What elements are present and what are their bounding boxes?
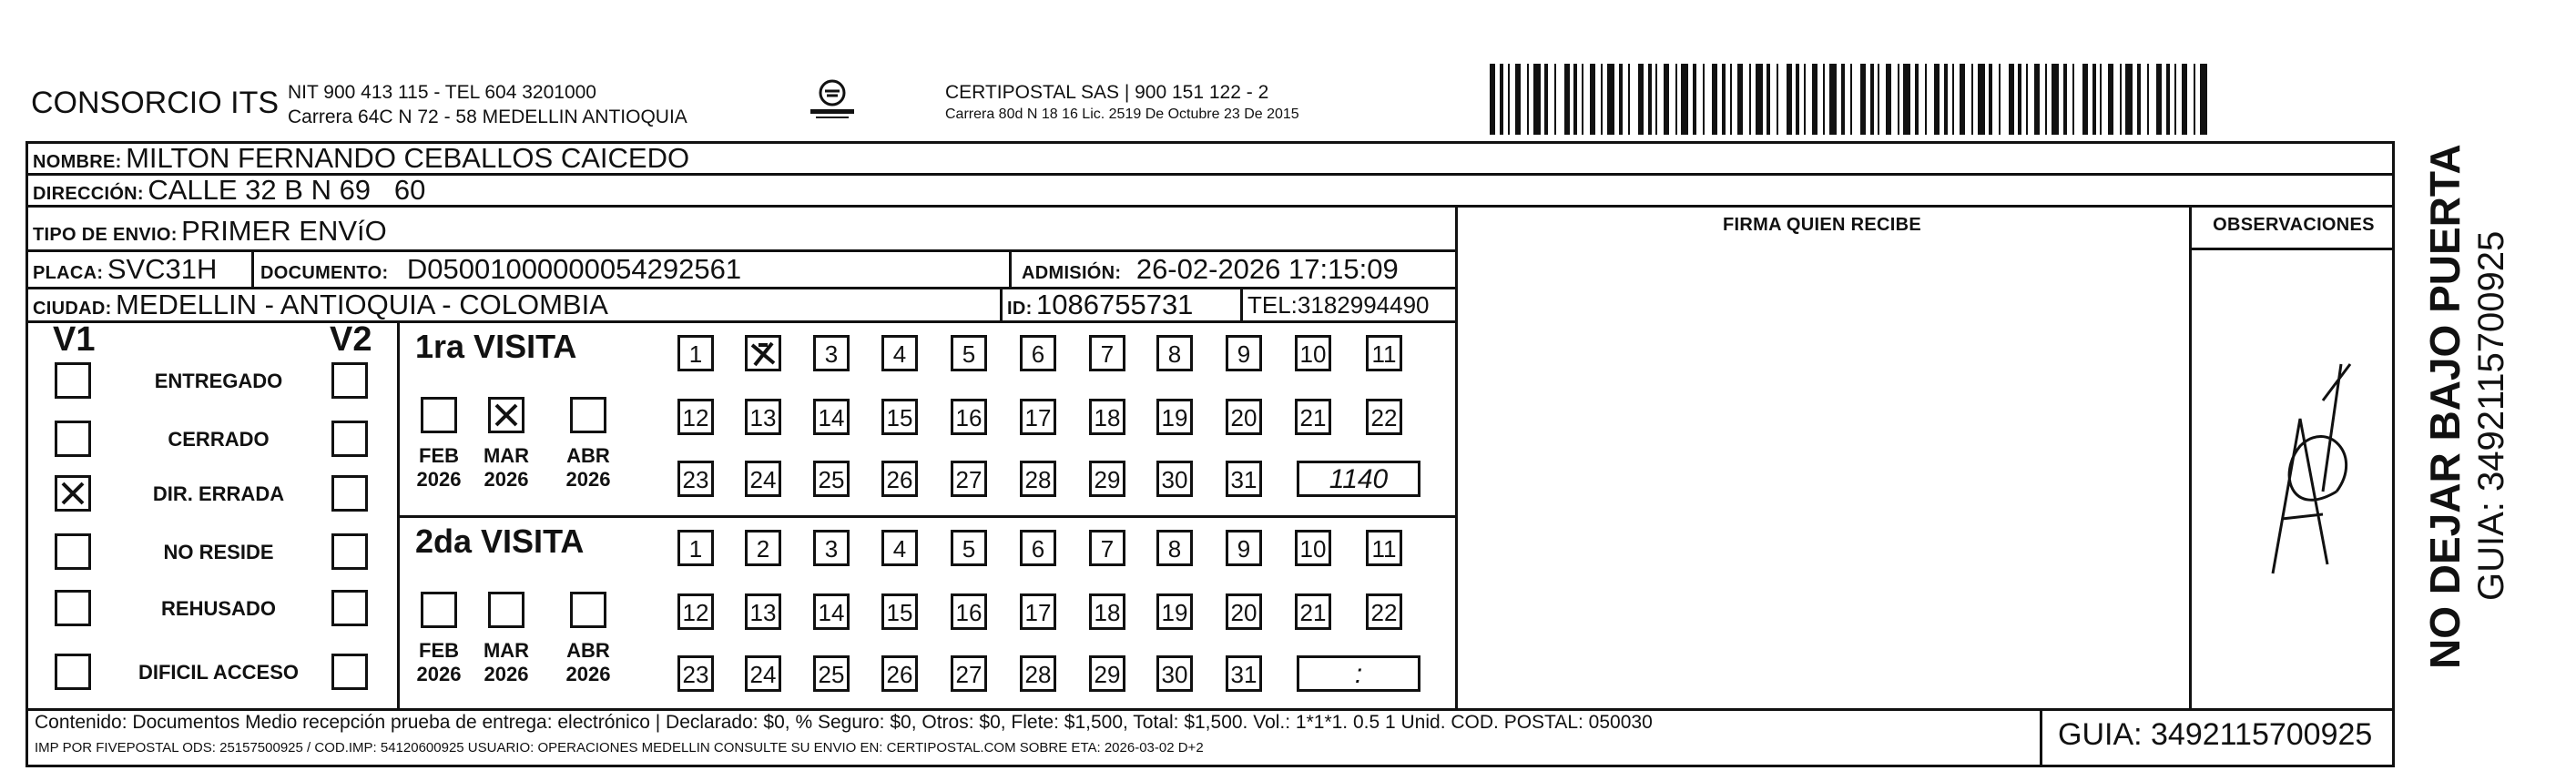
month-checkbox[interactable] [570, 592, 606, 628]
day-box[interactable]: 4 [881, 530, 918, 566]
signature-area [2191, 264, 2393, 701]
day-box[interactable]: 31 [1226, 461, 1262, 497]
documento-field [260, 253, 741, 286]
month-checkbox[interactable] [488, 397, 524, 433]
certipostal-nit: CERTIPOSTAL SAS | 900 151 122 - 2 [945, 82, 1269, 103]
status-label: REHUSADO [161, 597, 276, 620]
day-box[interactable]: 14 [813, 399, 850, 435]
v1-checkbox[interactable] [55, 533, 91, 570]
month-name: FEB [419, 639, 459, 662]
day-box[interactable]: 19 [1156, 593, 1193, 630]
rule [1000, 287, 1003, 320]
direccion-label: DIRECCIÓN: [33, 184, 144, 204]
day-box[interactable]: 31 [1226, 655, 1262, 692]
company-info [288, 80, 687, 129]
company-nit: NIT 900 413 115 - TEL 604 3201000 [288, 82, 596, 103]
footer-print-info: IMP POR FIVEPOSTAL ODS: 25157500925 / COD.IMP: 54120600925 USUARIO: OPERACIONES MEDELLIN CONSULTE SU ENVIO EN: CERTIPOSTAL.COM SOBRE ETA: 2026-03-02 D+2 [35, 740, 1204, 756]
day-box[interactable]: 8 [1156, 335, 1193, 371]
day-box[interactable]: 4 [881, 335, 918, 371]
id-value: 1086755731 [1036, 289, 1194, 320]
month-checkbox[interactable] [570, 397, 606, 433]
rule [2189, 248, 2395, 250]
day-box[interactable]: 29 [1089, 461, 1125, 497]
v1-checkbox[interactable] [55, 421, 91, 457]
day-box[interactable]: 16 [951, 593, 987, 630]
day-box[interactable]: 22 [1366, 399, 1402, 435]
certipostal-license: Carrera 80d N 18 16 Lic. 2519 De Octubre 23 De 2015 [945, 106, 1299, 122]
day-box[interactable]: 3 [813, 335, 850, 371]
v2-checkbox[interactable] [331, 654, 368, 690]
status-label: ENTREGADO [154, 370, 283, 392]
day-box[interactable]: 10 [1295, 530, 1331, 566]
day-box[interactable]: 26 [881, 655, 918, 692]
month-name: FEB [419, 444, 459, 467]
day-box[interactable]: 9 [1226, 530, 1262, 566]
placa-field [33, 253, 217, 286]
tel-value: TEL:3182994490 [1247, 291, 1430, 319]
status-label: NO RESIDE [163, 541, 274, 563]
admision-label: ADMISIÓN: [1022, 263, 1122, 283]
nombre-label: NOMBRE: [33, 152, 122, 172]
certipostal-logo [807, 76, 858, 124]
month-year: 2026 [484, 468, 529, 491]
footer-contents: Contenido: Documentos Medio recepción prueba de entrega: electrónico | Declarado: $0, % Seguro: $0, Otros: $0, Flete: $1,500, Total: $1,500. Vol.: 1*1*1. 0.5 1 Unid. COD. POSTAL: 050030 [35, 712, 1653, 733]
ciudad-label: CIUDAD: [33, 299, 112, 319]
day-box[interactable]: 30 [1156, 461, 1193, 497]
rule [251, 249, 254, 287]
day-box[interactable]: 7 [1089, 530, 1125, 566]
placa-value: SVC31H [107, 253, 218, 285]
day-box[interactable]: 20 [1226, 399, 1262, 435]
day-box[interactable]: 30 [1156, 655, 1193, 692]
v2-checkbox[interactable] [331, 362, 368, 399]
nombre-value: MILTON FERNANDO CEBALLOS CAICEDO [126, 142, 690, 174]
rule [25, 141, 28, 767]
day-box[interactable]: 13 [745, 399, 781, 435]
day-box[interactable]: 8 [1156, 530, 1193, 566]
day-box[interactable]: 10 [1295, 335, 1331, 371]
v2-checkbox[interactable] [331, 533, 368, 570]
month-year: 2026 [416, 663, 462, 685]
day-box[interactable]: 22 [1366, 593, 1402, 630]
day-box[interactable]: 19 [1156, 399, 1193, 435]
day-box[interactable]: 20 [1226, 593, 1262, 630]
day-box[interactable]: 12 [677, 399, 714, 435]
documento-value: D05001000000054292561 [406, 253, 742, 285]
v1-label: V1 [53, 320, 96, 359]
status-label: DIFICIL ACCESO [137, 661, 299, 684]
nombre-field [33, 142, 689, 175]
month-year: 2026 [565, 663, 611, 685]
rule [397, 515, 1457, 518]
day-box[interactable] [745, 335, 781, 371]
month-year: 2026 [565, 468, 611, 491]
day-box[interactable]: 24 [745, 461, 781, 497]
day-box[interactable]: 13 [745, 593, 781, 630]
day-box[interactable]: 11 [1366, 530, 1402, 566]
visit-title: 1ra VISITA [415, 328, 577, 365]
rule [1009, 249, 1012, 287]
day-box[interactable]: 28 [1020, 655, 1056, 692]
month-checkbox[interactable] [421, 397, 457, 433]
month-name: MAR [483, 639, 530, 662]
day-box[interactable]: 15 [881, 593, 918, 630]
firma-label: FIRMA QUIEN RECIBE [1723, 215, 1921, 235]
month-checkbox[interactable] [421, 592, 457, 628]
day-box[interactable]: 14 [813, 593, 850, 630]
tipo-envio-field [33, 215, 387, 248]
day-box[interactable]: 26 [881, 461, 918, 497]
day-box[interactable]: 23 [677, 655, 714, 692]
tipo-envio-value: PRIMER ENVíO [181, 215, 387, 247]
day-box[interactable]: 21 [1295, 593, 1331, 630]
certipostal-info [945, 80, 1299, 125]
month-year: 2026 [484, 663, 529, 685]
status-label: DIR. ERRADA [152, 482, 285, 505]
day-box[interactable]: 25 [813, 655, 850, 692]
day-box[interactable]: 17 [1020, 593, 1056, 630]
company-address: Carrera 64C N 72 - 58 MEDELLIN ANTIOQUIA [288, 106, 687, 127]
day-box[interactable]: 6 [1020, 335, 1056, 371]
v1-checkbox[interactable] [55, 654, 91, 690]
day-box[interactable]: 1 [677, 530, 714, 566]
side-guia: GUIA: 3492115700925 [2471, 230, 2511, 601]
barcode [1490, 64, 2218, 137]
tipo-envio-label: TIPO DE ENVIO: [33, 225, 178, 245]
day-box[interactable]: 3 [813, 530, 850, 566]
day-box[interactable]: 29 [1089, 655, 1125, 692]
day-box[interactable]: 2 [745, 530, 781, 566]
v2-checkbox[interactable] [331, 475, 368, 512]
admision-field [1022, 253, 1399, 286]
footer-guia: GUIA: 3492115700925 [2058, 717, 2373, 752]
observaciones-label: OBSERVACIONES [2213, 215, 2375, 235]
day-box[interactable]: 28 [1020, 461, 1056, 497]
day-box[interactable]: 12 [677, 593, 714, 630]
day-box[interactable]: 5 [951, 530, 987, 566]
day-box[interactable]: 18 [1089, 399, 1125, 435]
day-box[interactable]: 24 [745, 655, 781, 692]
month-name: ABR [566, 639, 610, 662]
v2-label: V2 [330, 320, 372, 359]
v1-checkbox[interactable] [55, 362, 91, 399]
visit-title: 2da VISITA [415, 522, 585, 560]
rule [1455, 205, 1458, 710]
v1-checkbox[interactable] [55, 475, 91, 512]
visit-time[interactable]: : [1297, 655, 1420, 692]
v2-checkbox[interactable] [331, 590, 368, 626]
v1-checkbox[interactable] [55, 590, 91, 626]
ciudad-value: MEDELLIN - ANTIOQUIA - COLOMBIA [116, 289, 608, 320]
day-box[interactable]: 11 [1366, 335, 1402, 371]
day-box[interactable]: 27 [951, 655, 987, 692]
day-box[interactable]: 27 [951, 461, 987, 497]
day-box[interactable]: 21 [1295, 399, 1331, 435]
month-checkbox[interactable] [488, 592, 524, 628]
day-box[interactable]: 6 [1020, 530, 1056, 566]
day-box[interactable]: 17 [1020, 399, 1056, 435]
day-box[interactable]: 5 [951, 335, 987, 371]
day-box[interactable]: 7 [1089, 335, 1125, 371]
day-box[interactable]: 16 [951, 399, 987, 435]
id-label: ID: [1007, 299, 1033, 319]
documento-label: DOCUMENTO: [260, 263, 389, 283]
placa-label: PLACA: [33, 263, 104, 283]
company-name: CONSORCIO ITS [31, 86, 280, 120]
day-box[interactable]: 9 [1226, 335, 1262, 371]
v2-checkbox[interactable] [331, 421, 368, 457]
month-year: 2026 [416, 468, 462, 491]
visit-time[interactable]: 1140 [1297, 461, 1420, 497]
month-name: MAR [483, 444, 530, 467]
direccion-value: CALLE 32 B N 69 60 [148, 174, 426, 206]
day-box[interactable]: 25 [813, 461, 850, 497]
rule [397, 320, 400, 710]
rule [2040, 708, 2042, 765]
side-warning: NO DEJAR BAJO PUERTA [2421, 144, 2469, 669]
day-box[interactable]: 18 [1089, 593, 1125, 630]
day-box[interactable]: 15 [881, 399, 918, 435]
rule [25, 765, 2395, 767]
id-field [1007, 289, 1193, 321]
ciudad-field [33, 289, 608, 321]
status-label: CERRADO [168, 428, 270, 451]
month-name: ABR [566, 444, 610, 467]
rule [25, 249, 1457, 252]
direccion-field [33, 174, 425, 207]
day-box[interactable]: 23 [677, 461, 714, 497]
admision-value: 26-02-2026 17:15:09 [1135, 253, 1399, 285]
day-box[interactable]: 1 [677, 335, 714, 371]
rule [1240, 287, 1243, 320]
